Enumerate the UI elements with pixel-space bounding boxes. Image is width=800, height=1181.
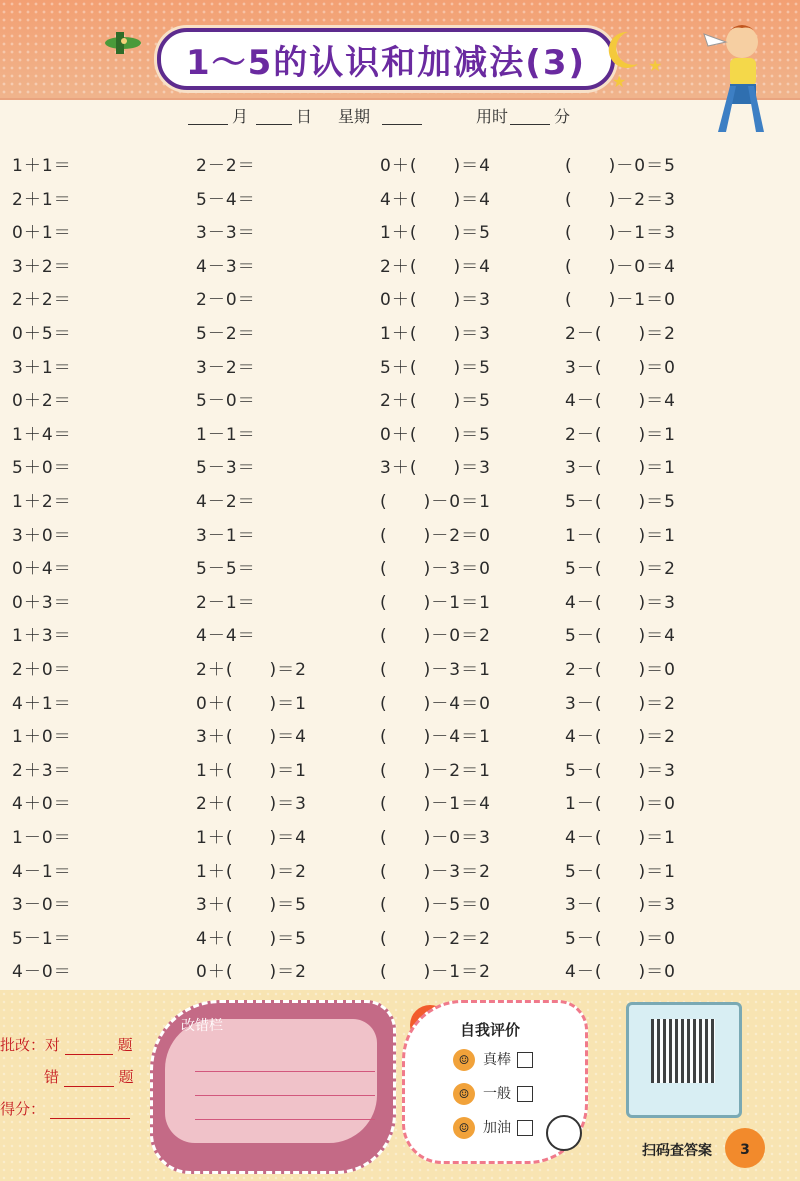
correction-title: 改错栏 <box>181 1018 223 1034</box>
date-line <box>0 104 800 134</box>
math-problem[interactable]: ( )－1＝0 <box>565 290 676 311</box>
problem-row <box>0 353 800 387</box>
problem-row <box>0 521 800 555</box>
soccer-ball-icon <box>546 1115 582 1151</box>
math-problem[interactable]: 5－( )＝2 <box>565 559 676 580</box>
math-problem[interactable]: 0＋4＝ <box>12 559 72 580</box>
grade-score <box>0 1098 130 1119</box>
math-problem[interactable]: 5－( )＝0 <box>565 928 676 949</box>
minutes-label: 分 <box>554 107 571 126</box>
math-problem[interactable]: 1－1＝ <box>196 424 256 445</box>
math-problem[interactable]: 1＋0＝ <box>12 727 72 748</box>
checkbox[interactable] <box>517 1120 533 1136</box>
problem-row <box>0 420 800 454</box>
math-problem[interactable]: ( )－2＝2 <box>380 928 491 949</box>
math-problem[interactable]: ( )－1＝3 <box>565 223 676 244</box>
problem-row <box>0 218 800 252</box>
star-icon: ★ <box>648 56 663 75</box>
eval-option-label: 加油 <box>483 1120 511 1136</box>
problem-row <box>0 924 800 958</box>
math-problem[interactable]: 3－0＝ <box>12 895 72 916</box>
grade-wrong-unit: 题 <box>118 1068 134 1086</box>
math-problem[interactable]: 4－( )＝3 <box>565 592 676 613</box>
cheer-face-icon: ☺ <box>453 1117 475 1139</box>
problem-row <box>0 588 800 622</box>
math-problem[interactable]: 5＋( )＝5 <box>380 357 491 378</box>
math-problem[interactable]: ( )－3＝0 <box>380 559 491 580</box>
math-problem[interactable]: 0＋( )＝2 <box>196 962 307 983</box>
star-icon: ★ <box>612 72 627 91</box>
math-problem[interactable]: 2＋3＝ <box>12 760 72 781</box>
time-used-label: 用时 <box>476 107 509 126</box>
day-blank[interactable] <box>256 106 292 125</box>
airplane-icon <box>100 30 146 56</box>
math-problem[interactable]: 3－( )＝3 <box>565 895 676 916</box>
math-problem[interactable]: 0＋5＝ <box>12 324 72 344</box>
qr-label: 扫码查答案 <box>642 1143 712 1159</box>
math-problem[interactable]: 4－1＝ <box>12 861 72 882</box>
math-problem[interactable]: 0＋3＝ <box>12 592 72 613</box>
weekday-label: 星期 <box>338 107 371 126</box>
math-problem[interactable]: 5－( )＝5 <box>565 492 676 512</box>
correction-area[interactable] <box>165 1019 377 1143</box>
math-problem[interactable]: ( )－2＝1 <box>380 760 491 781</box>
eval-option-tryharder[interactable] <box>453 1117 533 1139</box>
math-problem[interactable]: ( )－1＝1 <box>380 592 491 613</box>
math-problem[interactable]: ( )－4＝0 <box>380 693 491 714</box>
math-problem[interactable]: 2－2＝ <box>196 156 256 176</box>
math-problem[interactable]: ( )－4＝1 <box>380 727 491 748</box>
math-problem[interactable]: 5－1＝ <box>12 928 72 949</box>
grade-score-label: 得分： <box>0 1100 46 1118</box>
grade-correct-unit: 题 <box>117 1036 133 1054</box>
grade-correct <box>0 1034 133 1055</box>
page-title-pill <box>157 28 615 90</box>
math-problem[interactable]: 5－3＝ <box>196 458 256 479</box>
page-number: 3 <box>725 1128 765 1168</box>
math-problem[interactable]: 1－( )＝1 <box>565 525 676 546</box>
math-problem[interactable]: 3－1＝ <box>196 525 256 546</box>
math-problem[interactable]: 5－4＝ <box>196 189 256 210</box>
math-problem[interactable]: 3＋( )＝5 <box>196 895 307 916</box>
math-problem[interactable]: 3＋2＝ <box>12 256 72 277</box>
problem-row <box>0 487 800 521</box>
math-problem[interactable]: 4－2＝ <box>196 492 256 512</box>
math-problem[interactable]: 4－( )＝4 <box>565 391 676 412</box>
math-problem[interactable]: 3－( )＝1 <box>565 458 676 479</box>
math-problem[interactable]: 4－3＝ <box>196 256 256 277</box>
math-problem[interactable]: 2＋( )＝5 <box>380 391 491 412</box>
math-problem[interactable]: 3－2＝ <box>196 357 256 378</box>
math-problem[interactable]: 2＋0＝ <box>12 660 72 680</box>
math-problem[interactable]: 4－( )＝0 <box>565 962 676 983</box>
math-problem[interactable]: 0＋( )＝3 <box>380 290 491 311</box>
month-label: 月 <box>232 107 249 126</box>
problem-row <box>0 655 800 689</box>
neutral-face-icon: ☺ <box>453 1083 475 1105</box>
math-problem[interactable]: 3－( )＝2 <box>565 693 676 714</box>
math-problem[interactable]: 1＋( )＝2 <box>196 861 307 882</box>
math-problem[interactable]: ( )－3＝1 <box>380 660 491 680</box>
eval-option-ok[interactable] <box>453 1083 533 1105</box>
math-problem[interactable]: 5－( )＝4 <box>565 626 676 647</box>
correction-line <box>195 1071 375 1072</box>
math-problem[interactable]: ( )－0＝3 <box>380 828 491 848</box>
math-problem[interactable]: 1＋3＝ <box>12 626 72 647</box>
math-problem[interactable]: 5－2＝ <box>196 324 256 344</box>
smiley-face-icon: ☺ <box>453 1049 475 1071</box>
checkbox[interactable] <box>517 1052 533 1068</box>
math-problem[interactable]: 2＋2＝ <box>12 290 72 311</box>
qr-code[interactable] <box>651 1019 715 1083</box>
math-problem[interactable]: 5－( )＝1 <box>565 861 676 882</box>
problem-row <box>0 386 800 420</box>
problem-row <box>0 319 800 353</box>
correction-line <box>195 1119 375 1120</box>
problem-row <box>0 185 800 219</box>
problem-row <box>0 554 800 588</box>
math-problem[interactable]: 1＋4＝ <box>12 424 72 445</box>
math-problem[interactable]: 3－3＝ <box>196 223 256 244</box>
problem-row <box>0 823 800 857</box>
math-problem[interactable]: 1＋( )＝5 <box>380 223 491 244</box>
math-problem[interactable]: 2－( )＝0 <box>565 660 676 680</box>
math-problem[interactable]: ( )－2＝3 <box>565 189 676 210</box>
math-problem[interactable]: 4－0＝ <box>12 962 72 983</box>
math-problem[interactable]: 1＋2＝ <box>12 492 72 512</box>
header-banner <box>0 0 800 100</box>
math-problem[interactable]: 4－( )＝1 <box>565 828 676 848</box>
math-problem[interactable]: 4－4＝ <box>196 626 256 647</box>
math-problem[interactable]: 0＋( )＝4 <box>380 156 491 176</box>
math-problem[interactable]: ( )－1＝2 <box>380 962 491 983</box>
problem-row <box>0 756 800 790</box>
moon-icon <box>608 30 642 70</box>
math-problem[interactable]: 5－0＝ <box>196 391 256 412</box>
math-problem[interactable]: 4－( )＝2 <box>565 727 676 748</box>
math-problem[interactable]: 4＋0＝ <box>12 794 72 815</box>
checkbox[interactable] <box>517 1086 533 1102</box>
math-problem[interactable]: 5－5＝ <box>196 559 256 580</box>
math-problem[interactable]: 0＋1＝ <box>12 223 72 244</box>
math-problem[interactable]: 1＋1＝ <box>12 156 72 176</box>
math-problem[interactable]: 1＋( )＝1 <box>196 760 307 781</box>
correction-box <box>150 1000 396 1174</box>
time-blank[interactable] <box>510 106 550 125</box>
math-problem[interactable]: 3＋0＝ <box>12 525 72 546</box>
math-problem[interactable]: 1－0＝ <box>12 828 72 848</box>
eval-option-label: 真棒 <box>483 1052 511 1068</box>
math-problem[interactable]: 3＋1＝ <box>12 357 72 378</box>
problem-row <box>0 689 800 723</box>
math-problem[interactable]: 5＋0＝ <box>12 458 72 479</box>
math-problem[interactable]: ( )－2＝0 <box>380 525 491 546</box>
correction-line <box>195 1095 375 1096</box>
math-problem[interactable]: 2＋( )＝2 <box>196 660 307 680</box>
math-problem[interactable]: ( )－1＝4 <box>380 794 491 815</box>
math-problem[interactable]: 2＋1＝ <box>12 189 72 210</box>
math-problem[interactable]: 2－1＝ <box>196 592 256 613</box>
math-problem[interactable]: 2－( )＝1 <box>565 424 676 445</box>
math-problem[interactable]: 1＋( )＝3 <box>380 324 491 344</box>
math-problem[interactable]: 5－( )＝3 <box>565 760 676 781</box>
math-problem[interactable]: 0＋( )＝5 <box>380 424 491 445</box>
math-problem[interactable]: 3－( )＝0 <box>565 357 676 378</box>
math-problem[interactable]: ( )－0＝4 <box>565 256 676 277</box>
eval-option-great[interactable] <box>453 1049 533 1071</box>
qr-code-frame <box>626 1002 742 1118</box>
problem-row <box>0 722 800 756</box>
grade-correct-label: 批改：对 <box>0 1036 61 1054</box>
problem-row <box>0 285 800 319</box>
math-problem[interactable]: ( )－0＝1 <box>380 492 491 512</box>
math-problem[interactable]: 3＋( )＝3 <box>380 458 491 479</box>
math-problem[interactable]: 2－( )＝2 <box>565 324 676 344</box>
self-eval-title: 自我评价 <box>460 1021 521 1039</box>
page-title: 1～5的认识和加减法(3) <box>185 42 587 83</box>
math-problem[interactable]: 2＋( )＝3 <box>196 794 307 815</box>
month-blank[interactable] <box>188 106 228 125</box>
math-problem[interactable]: ( )－0＝5 <box>565 156 676 176</box>
problem-row <box>0 857 800 891</box>
math-problem[interactable]: 2＋( )＝4 <box>380 256 491 277</box>
grade-wrong-label: 错 <box>44 1068 60 1086</box>
problem-row <box>0 453 800 487</box>
math-problem[interactable]: 1－( )＝0 <box>565 794 676 815</box>
problem-row <box>0 621 800 655</box>
wrong-count-blank[interactable] <box>64 1086 114 1087</box>
score-blank[interactable] <box>50 1118 130 1119</box>
math-problem[interactable]: 4＋( )＝4 <box>380 189 491 210</box>
eval-option-label: 一般 <box>483 1086 511 1102</box>
math-problem[interactable]: 0＋( )＝1 <box>196 693 307 714</box>
weekday-blank[interactable] <box>382 106 422 125</box>
day-label: 日 <box>296 107 313 126</box>
problem-row <box>0 789 800 823</box>
math-problem[interactable]: 3＋( )＝4 <box>196 727 307 748</box>
problem-row <box>0 957 800 991</box>
math-problem[interactable]: ( )－3＝2 <box>380 861 491 882</box>
math-problem[interactable]: ( )－0＝2 <box>380 626 491 647</box>
correct-count-blank[interactable] <box>65 1054 113 1055</box>
problem-row <box>0 890 800 924</box>
math-problem[interactable]: 4＋( )＝5 <box>196 928 307 949</box>
math-problem[interactable]: 4＋1＝ <box>12 693 72 714</box>
problem-row <box>0 252 800 286</box>
math-problem[interactable]: 0＋2＝ <box>12 391 72 412</box>
grade-wrong <box>44 1066 134 1087</box>
math-problem[interactable]: ( )－5＝0 <box>380 895 491 916</box>
math-problem[interactable]: 2－0＝ <box>196 290 256 311</box>
problem-row <box>0 151 800 185</box>
math-problem[interactable]: 1＋( )＝4 <box>196 828 307 848</box>
